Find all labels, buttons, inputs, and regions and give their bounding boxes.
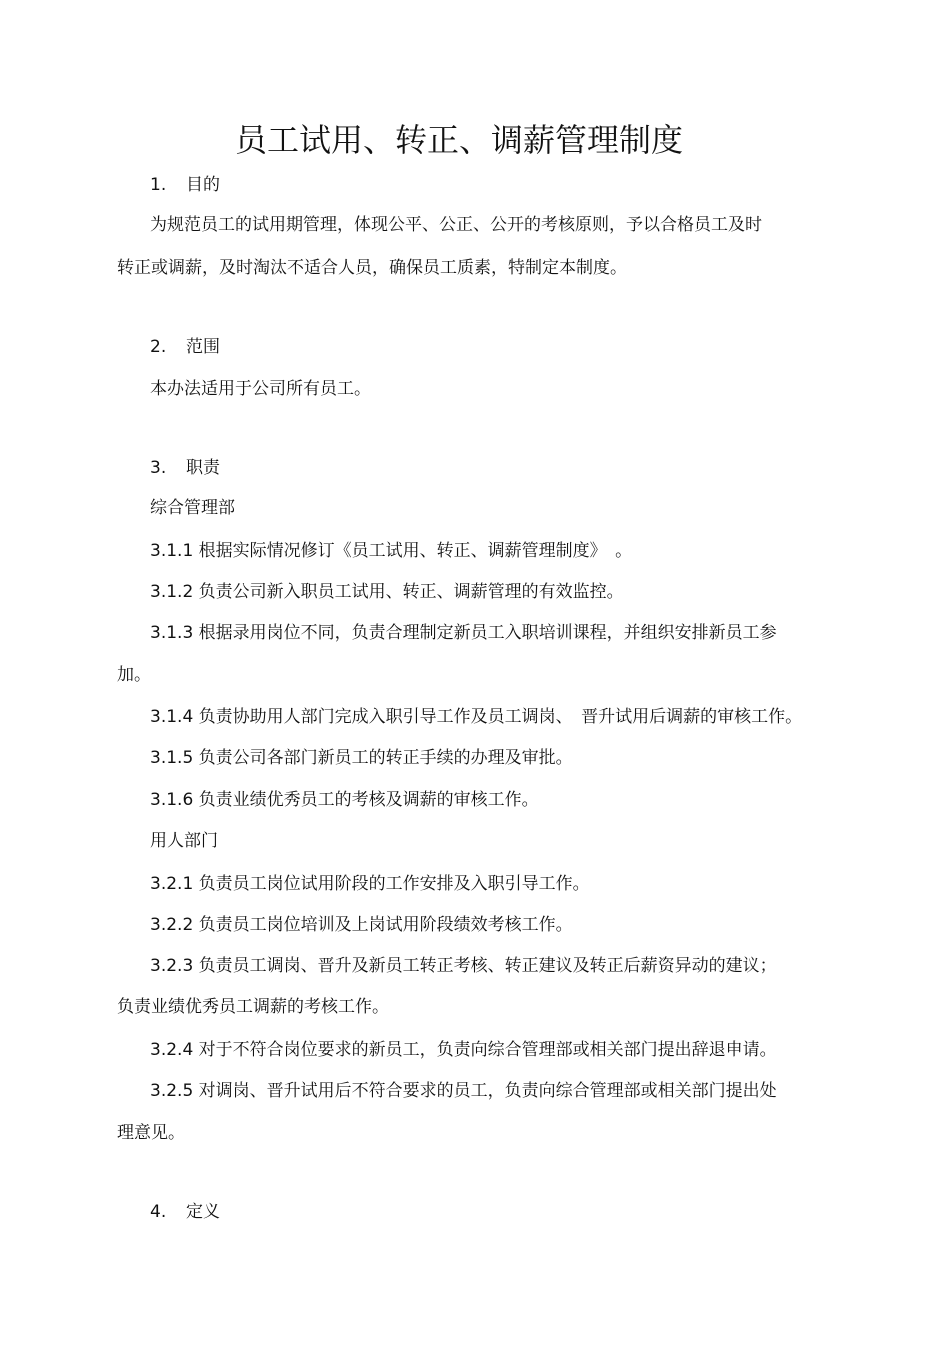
document-title: 员工试用、转正、调薪管理制度: [234, 121, 683, 159]
clause-line: 3.1.3 根据录用岗位不同，负责合理制定新员工入职培训课程，并组织安排新员工参: [150, 623, 777, 643]
clause-line: 3.2.5 对调岗、晋升试用后不符合要求的员工，负责向综合管理部或相关部门提出处: [150, 1081, 777, 1101]
section-heading-duties: [150, 456, 220, 480]
clause-line: 3.1.5 负责公司各部门新员工的转正手续的办理及审批。: [150, 748, 573, 768]
paragraph-line: 本办法适用于公司所有员工。: [150, 379, 371, 399]
section-heading-definition: [150, 1200, 220, 1224]
section-number: 4.: [150, 1202, 167, 1222]
subsection-title: 综合管理部: [150, 498, 235, 518]
clause-line: 3.1.1 根据实际情况修订《员工试用、转正、调薪管理制度》 。: [150, 541, 633, 561]
section-number: 3.: [150, 458, 167, 478]
paragraph-line: 转正或调薪，及时淘汰不适合人员，确保员工质素，特制定本制度。: [117, 258, 627, 278]
clause-line: 负责业绩优秀员工调薪的考核工作。: [117, 997, 389, 1017]
clause-line: 3.1.4 负责协助用人部门完成入职引导工作及员工调岗、 晋升试用后调薪的审核工作。: [150, 707, 803, 727]
clause-line: 3.2.3 负责员工调岗、晋升及新员工转正考核、转正建议及转正后薪资异动的建议；: [150, 956, 777, 976]
section-title: 职责: [186, 458, 220, 478]
subsection-title: 用人部门: [150, 831, 218, 851]
clause-line: 理意见。: [117, 1123, 185, 1143]
section-number: 1.: [150, 175, 167, 195]
clause-line: 3.1.6 负责业绩优秀员工的考核及调薪的审核工作。: [150, 790, 539, 810]
section-title: 定义: [186, 1202, 220, 1222]
section-heading-purpose: [150, 173, 220, 197]
clause-line: 3.1.2 负责公司新入职员工试用、转正、调薪管理的有效监控。: [150, 582, 624, 602]
clause-line: 3.2.1 负责员工岗位试用阶段的工作安排及入职引导工作。: [150, 874, 590, 894]
clause-line: 加。: [117, 665, 151, 685]
section-title: 范围: [186, 337, 220, 357]
clause-line: 3.2.2 负责员工岗位培训及上岗试用阶段绩效考核工作。: [150, 915, 573, 935]
section-heading-scope: [150, 335, 220, 359]
section-title: 目的: [186, 175, 220, 195]
clause-line: 3.2.4 对于不符合岗位要求的新员工，负责向综合管理部或相关部门提出辞退申请。: [150, 1040, 777, 1060]
section-number: 2.: [150, 337, 167, 357]
paragraph-line: 为规范员工的试用期管理，体现公平、公正、公开的考核原则，予以合格员工及时: [150, 215, 762, 235]
